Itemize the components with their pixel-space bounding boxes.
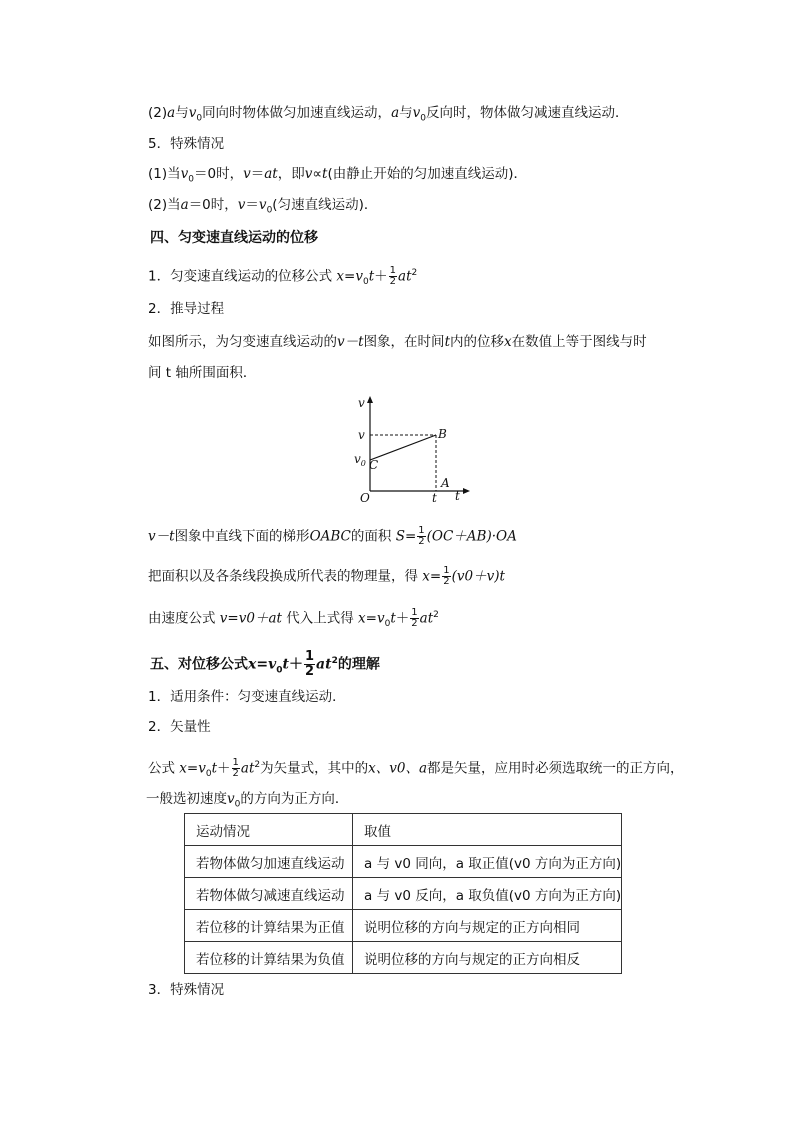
table-cell: a 与 v0 反向，a 取负值(v0 方向为正方向) bbox=[353, 878, 622, 910]
applicable-condition-line: 1．适用条件：匀变速直线运动． bbox=[148, 689, 346, 705]
vector-paragraph-line-1: 公式 $x=v_0t+$ $\frac{1}{2}$ $at^2$为矢量式，其中的x、v0、a都是矢量，应用时必须选取统一的正方向， bbox=[148, 757, 684, 780]
table-cell: 若位移的计算结果为正值 bbox=[185, 910, 353, 942]
label-A: A bbox=[441, 476, 450, 490]
v-axis-arrow bbox=[367, 396, 373, 403]
fraction-half: $\frac{1}{2}$ bbox=[389, 265, 397, 287]
table-row bbox=[185, 942, 622, 974]
table-row bbox=[185, 846, 622, 878]
t-axis-arrow bbox=[463, 488, 470, 494]
table-cell: a 与 v0 同向，a 取正值(v0 方向为正方向) bbox=[353, 846, 622, 878]
section-5-heading: 五、对位移公式$x=v_0t+$ $\frac{1}{2}$ $at^2$的理解 bbox=[150, 649, 380, 679]
table-row bbox=[185, 910, 622, 942]
special-case-2: (2)当a＝0时，$v=v_0$(匀速直线运动)． bbox=[148, 197, 378, 216]
table-row bbox=[185, 878, 622, 910]
trapezoid-area-line: v－t图象中直线下面的梯形OABC的面积 S= $\frac{1}{2}$ (OC＋AB)·OA bbox=[148, 525, 517, 547]
fraction-half: $\frac{1}{2}$ bbox=[418, 525, 425, 547]
table-cell: 若物体做匀减速直线运动 bbox=[185, 878, 353, 910]
substitute-velocity-line: 由速度公式 v=v0＋at 代入上式得 $x=v_0t+$ $\frac{1}{2}$ $at^2$ bbox=[148, 607, 439, 630]
derivation-paragraph-line-2: 间 t 轴所围面积． bbox=[148, 365, 257, 381]
fraction-half: $\frac{1}{2}$ bbox=[411, 607, 418, 629]
table-cell: 说明位移的方向与规定的正方向相反 bbox=[353, 942, 622, 974]
special-case-1: (1)当$v_0=0$时，v＝at，即v∝t(由静止开始的匀加速直线运动)． bbox=[148, 166, 527, 185]
label-O: O bbox=[360, 491, 370, 505]
table-header-cell: 运动情况 bbox=[185, 814, 353, 846]
axis-label-t: t bbox=[455, 489, 460, 503]
convert-quantities-line: 把面积以及各条线段换成所代表的物理量，得 x= $\frac{1}{2}$ (v0＋v)t bbox=[148, 565, 505, 587]
item-2-label: 2．推导过程 bbox=[148, 301, 225, 317]
graph-line-cb bbox=[370, 435, 436, 460]
fraction-half: $\frac{1}{2}$ bbox=[232, 757, 239, 779]
section-4-heading: 四、匀变速直线运动的位移 bbox=[150, 230, 318, 246]
label-C: C bbox=[369, 458, 379, 472]
special-cases-label: 3．特殊情况 bbox=[148, 982, 225, 998]
label-v0: $v_0$ bbox=[354, 452, 366, 468]
fraction-half: $\frac{1}{2}$ bbox=[304, 649, 315, 679]
label-t-point: t bbox=[432, 491, 437, 505]
table-cell: 若位移的计算结果为负值 bbox=[185, 942, 353, 974]
label-v: v bbox=[358, 428, 365, 442]
condition-line-2: (2)a与$v_0$同向时物体做匀加速直线运动，a与$v_0$反向时，物体做匀减速直线运动． bbox=[148, 105, 629, 124]
vector-label: 2．矢量性 bbox=[148, 719, 211, 735]
derivation-paragraph-line-1: 如图所示，为匀变速直线运动的v－t图象，在时间t内的位移x在数值上等于图线与时 bbox=[148, 334, 647, 350]
table-header-cell: 取值 bbox=[353, 814, 622, 846]
axis-label-v: v bbox=[358, 396, 365, 410]
displacement-formula-line: 1．匀变速直线运动的位移公式 $x=v_0t+$ $\frac{1}{2}$ $at^2$ bbox=[148, 265, 418, 288]
label-B: B bbox=[438, 427, 447, 441]
table-cell: 若物体做匀加速直线运动 bbox=[185, 846, 353, 878]
table-header-row bbox=[185, 814, 622, 846]
sign-convention-table bbox=[184, 813, 622, 974]
table-cell: 说明位移的方向与规定的正方向相同 bbox=[353, 910, 622, 942]
vector-paragraph-line-2: 一般选初速度$v_0$的方向为正方向． bbox=[146, 791, 349, 810]
item-5-label: 5．特殊情况 bbox=[148, 136, 225, 152]
fraction-half: $\frac{1}{2}$ bbox=[443, 565, 450, 587]
vt-graph bbox=[352, 396, 482, 506]
